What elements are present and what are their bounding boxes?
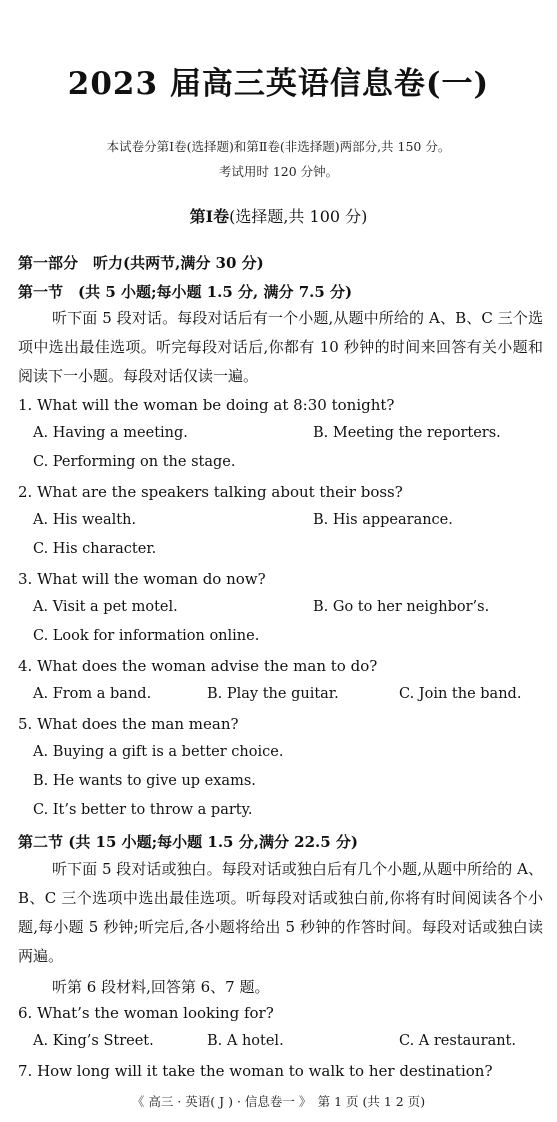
question-7-stem: 7. How long will it take the woman to walk to her destination?	[18, 1062, 493, 1080]
question-1-stem: 1. What will the woman be doing at 8:30 tonight?	[18, 396, 395, 414]
section1-heading: 第一节 (共 5 小题;每小题 1.5 分, 满分 7.5 分)	[18, 283, 353, 301]
question-2-option-c: C. His character.	[33, 541, 157, 557]
question-6-option-b: B. A hotel.	[207, 1033, 284, 1049]
question-5-option-b: B. He wants to give up exams.	[33, 773, 256, 789]
question-5-option-c: C. It’s better to throw a party.	[33, 802, 253, 818]
question-3-stem: 3. What will the woman do now?	[18, 570, 266, 588]
question-2-option-a: A. His wealth.	[33, 512, 137, 528]
question-4-option-c: C. Join the band.	[399, 686, 522, 702]
material-6-note: 听第 6 段材料,回答第 6、7 题。	[52, 978, 270, 996]
question-2-stem: 2. What are the speakers talking about their boss?	[18, 483, 403, 501]
exam-note-line1: 本试卷分第Ⅰ卷(选择题)和第Ⅱ卷(非选择题)两部分,共 150 分。	[106, 139, 451, 154]
question-3-option-c: C. Look for information online.	[33, 628, 260, 644]
question-1-option-b: B. Meeting the reporters.	[313, 425, 501, 441]
exam-note-line2: 考试用时 120 分钟。	[218, 164, 339, 179]
question-3-option-a: A. Visit a pet motel.	[33, 599, 178, 615]
section1-instructions: 听下面 5 段对话。每段对话后有一个小题,从题中所给的 A、B、C 三个选项中选出最佳选项。听完每段对话后,你都有 10 秒钟的时间来回答有关小题和阅读下一小题。每段对话仅读一遍。	[18, 309, 543, 385]
question-4-option-b: B. Play the guitar.	[207, 686, 339, 702]
question-6-option-c: C. A restaurant.	[399, 1033, 516, 1049]
exam-title: 2023 届高三英语信息卷(一)	[67, 66, 490, 102]
section2-heading: 第二节 (共 15 小题;每小题 1.5 分,满分 22.5 分)	[18, 833, 359, 851]
question-5-option-a: A. Buying a gift is a better choice.	[33, 744, 284, 760]
page-footer: 《 高三 · 英语( J ) · 信息卷一 》 第 1 页 (共 1 2 页)	[131, 1094, 426, 1109]
volume-heading	[0, 204, 557, 227]
question-4-stem: 4. What does the woman advise the man to do?	[18, 657, 378, 675]
question-5-stem: 5. What does the man mean?	[18, 715, 239, 733]
part1-heading: 第一部分 听力(共两节,满分 30 分)	[18, 254, 264, 272]
section2-instructions: 听下面 5 段对话或独白。每段对话或独白后有几个小题,从题中所给的 A、B、C 三个选项中选出最佳选项。听每段对话或独白前,你将有时间阅读各个小题,每小题 5 秒钟;听完后,各小题将给出 5 秒钟的作答时间。每段对话或独白读两遍。	[18, 860, 543, 965]
question-4-option-a: A. From a band.	[33, 686, 152, 702]
question-1-option-a: A. Having a meeting.	[33, 425, 188, 441]
question-1-option-c: C. Performing on the stage.	[33, 454, 236, 470]
question-6-option-a: A. King’s Street.	[33, 1033, 154, 1049]
question-2-option-b: B. His appearance.	[313, 512, 453, 528]
volume-label: 第Ⅰ卷	[189, 207, 230, 226]
question-6-stem: 6. What’s the woman looking for?	[18, 1004, 274, 1022]
question-3-option-b: B. Go to her neighbor’s.	[313, 599, 490, 615]
volume-detail: (选择题,共 100 分)	[229, 207, 368, 226]
